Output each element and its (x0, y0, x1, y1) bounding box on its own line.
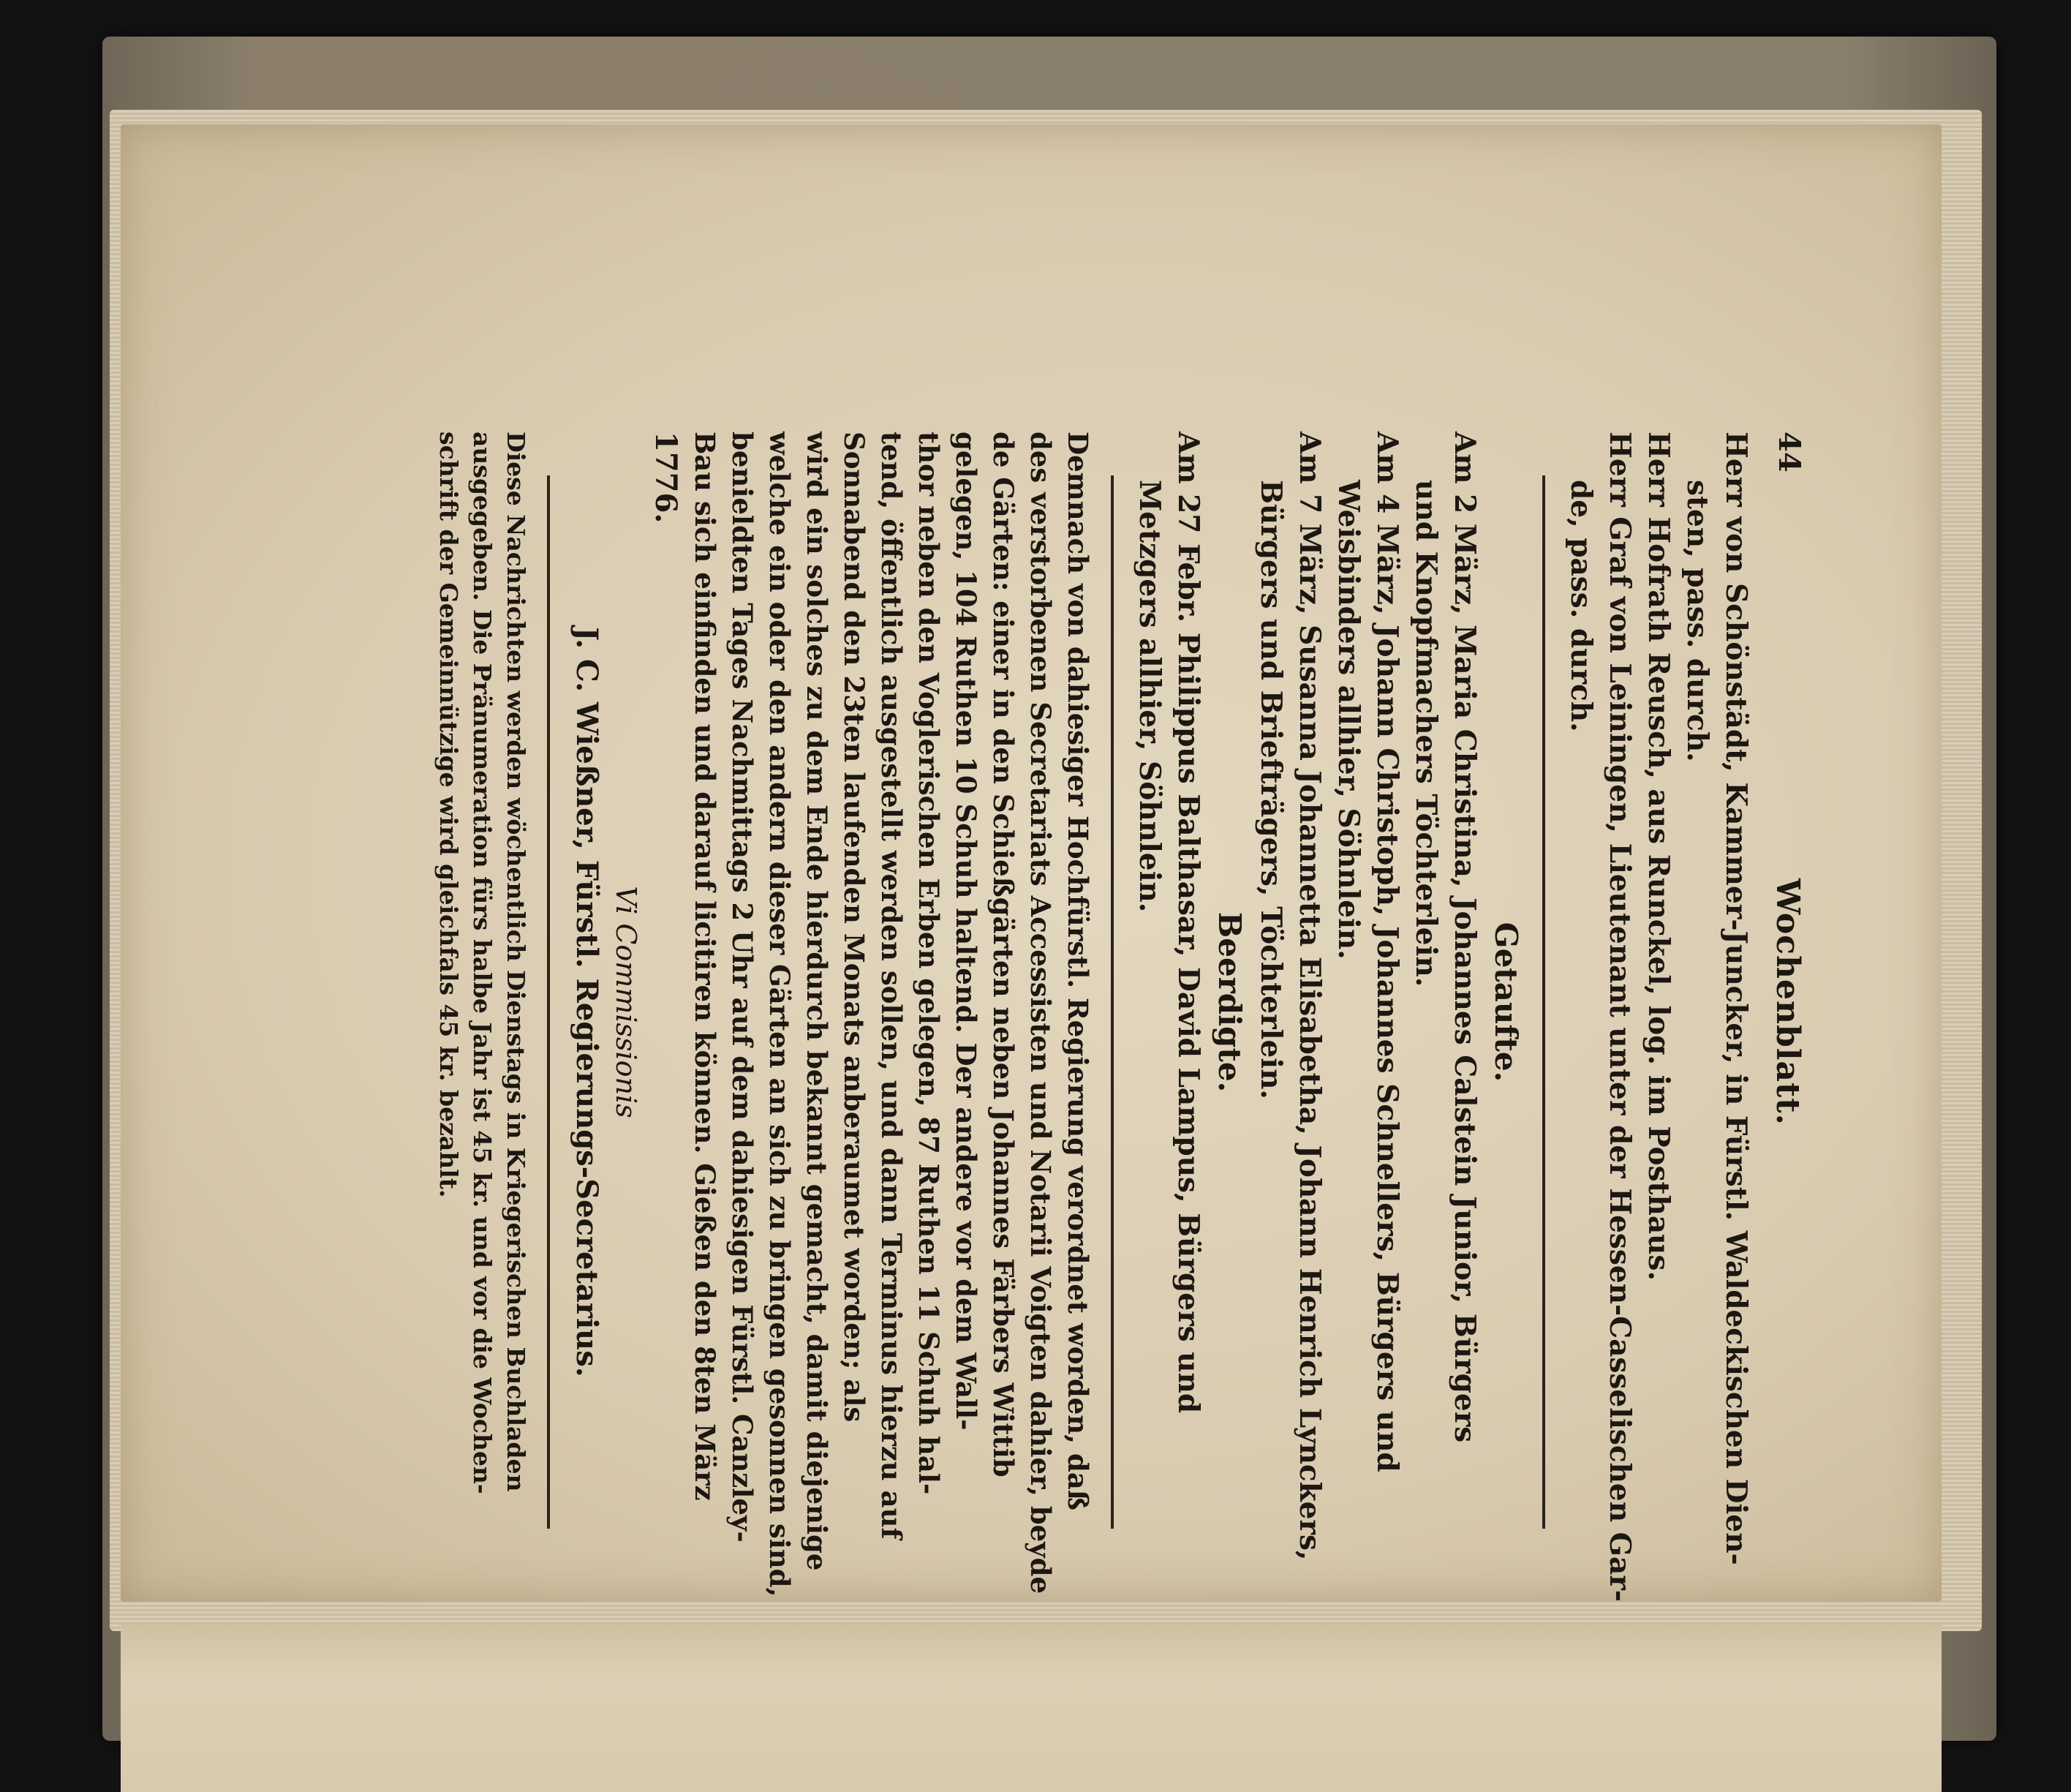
running-title: Wochenblatt. (1769, 878, 1806, 1126)
arrival-line: de, pass. durch. (1564, 480, 1598, 732)
baptisms-section (1251, 432, 1484, 1573)
page-number: 44 (1772, 432, 1806, 473)
notice-line: Demnach von dahiesiger Hochfürstl. Regierung verordnet worden, daß (1062, 432, 1094, 1510)
burials-heading: Beerdigte. (1212, 911, 1248, 1093)
notice-line: thor neben den Voglerischen Erben gelegen, 87 Ruthen 11 Schuh hal- (913, 432, 945, 1495)
notice-line: welche ein oder den andern dieser Gärten an sich zu bringen gesonnen sind, (763, 432, 796, 1597)
baptism-line: Am 4 März, Johann Christoph, Johannes Schnellers, Bürgers und (1370, 432, 1404, 1472)
baptism-line: Am 2 März, Maria Christina, Johannes Calstein Junior, Bürgers (1448, 432, 1482, 1443)
page-header (1755, 432, 1806, 1573)
divider (547, 475, 550, 1529)
footnote (431, 432, 532, 1573)
notice-line: benieldten Tages Nachmittags 2 Uhr auf dem dahiesigen Fürstl. Canzley- (726, 432, 758, 1543)
notice-line: wird ein solches zu dem Ende hierdurch bekannt gemacht, damit diejenige (801, 432, 833, 1571)
baptisms-heading: Getaufte. (1488, 922, 1524, 1083)
notice-line: de Gärten: einer in den Schießgärten neben Johannes Färbers Wittib (987, 432, 1019, 1477)
baptism-line: Weisbinders allhier, Söhnlein. (1332, 480, 1365, 960)
footnote-line: Diese Nachrichten werden wöchentlich Dienstags in Kriegerischen Buchladen (502, 432, 530, 1492)
burials-section (1130, 432, 1207, 1573)
notice-line: des verstorbenen Secretariats Accessisten und Notarii Voigten dahier, beyde (1025, 432, 1057, 1595)
notice-line: tend, öffentlich ausgestellt werden sollen, und dann Terminus hierzu auf (875, 432, 908, 1540)
baptism-line: und Knopfmachers Töchterlein. (1409, 480, 1443, 987)
page-content (434, 432, 1806, 1602)
arrival-line: sten, pass. durch. (1680, 480, 1714, 762)
footnote-line: ausgegeben. Die Pränumeration fürs halbe Jahr ist 45 kr. und vor die Wochen- (468, 432, 497, 1494)
notice-year: 1776. (649, 432, 683, 524)
notice-line: Bau sich einfinden und darauf licitiren können. Gießen den 8ten März (689, 432, 721, 1501)
burial-line: Metzgers allhier, Söhnlein. (1133, 480, 1166, 913)
baptism-line: Bürgers und Briefträgers, Töchterlein. (1254, 480, 1288, 1100)
notice-line: gelegen, 104 Ruthen 10 Schuh haltend. Der andere vor dem Wall- (950, 432, 982, 1431)
notice-paragraph (686, 432, 1096, 1597)
notice-line: Sonnabend den 23ten laufenden Monats anberaumet worden; als (838, 432, 870, 1423)
arrival-line: Herr Graf von Leiningen, Lieutenant unter der Hessen-Casselischen Gar- (1603, 432, 1637, 1602)
notice-signature: J. C. Wießner, Fürstl. Regierungs-Secretarius. (570, 627, 604, 1377)
arrivals-section (1561, 432, 1755, 1602)
burial-line: Am 27 Febr. Philippus Balthasar, David Lampus, Bürgers und (1172, 432, 1205, 1414)
baptism-line: Am 7 März, Susanna Johannetta Elisabetha, Johann Henrich Lynckers, (1293, 432, 1327, 1561)
divider (1111, 475, 1114, 1529)
arrival-line: Herr von Schönstädt, Kammer-Juncker, in Fürstl. Waldeckischen Dien- (1719, 432, 1753, 1565)
divider (1542, 475, 1545, 1529)
notice-latin: Vi Commissionis (610, 886, 642, 1118)
arrival-line: Herr Hofrath Reusch, aus Runckel, log. im Posthaus. (1642, 432, 1675, 1281)
next-page-edge (121, 1624, 1942, 1792)
footnote-line: schrift der Gemeinnützige wird gleichfals 45 kr. bezahlt. (434, 432, 463, 1198)
